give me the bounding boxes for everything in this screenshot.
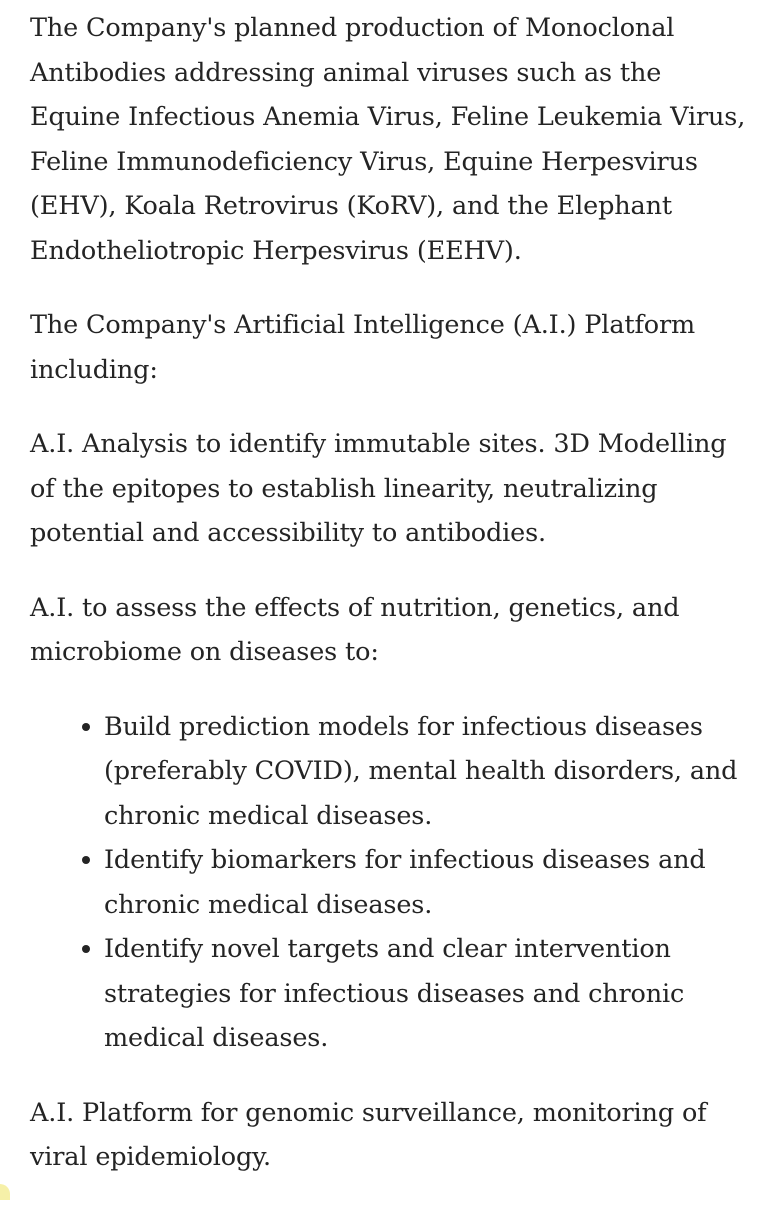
paragraph-ai-assess: A.I. to assess the effects of nutrition, genetics, and microbiome on diseases to:: [30, 592, 680, 667]
paragraph-genomic-surveillance: A.I. Platform for genomic surveillance, monitoring of viral epidemiology.: [30, 1097, 707, 1172]
paragraph-monoclonal-antibodies: The Company's planned production of Monoclonal Antibodies addressing animal viruses such as the Equine Infectious Anemia Virus, Feline Leukemia Virus, Feline Immunodeficiency Virus, Equine Herpesvirus (EHV), Koala Retrovirus (KoRV), and the Elephant Endotheliotropic Herpesvirus (EEHV).: [30, 13, 746, 266]
highlight-marker: [0, 1184, 10, 1200]
list-item: Identify biomarkers for infectious diseases and chronic medical diseases.: [104, 838, 746, 927]
article-body: [30, 6, 746, 1210]
bullet-list: [30, 705, 746, 1061]
list-item: Build prediction models for infectious diseases (preferably COVID), mental health disorders, and chronic medical diseases.: [104, 705, 746, 839]
paragraph-ai-analysis: A.I. Analysis to identify immutable sites. 3D Modelling of the epitopes to establish linearity, neutralizing potential and accessibility to antibodies.: [30, 429, 727, 548]
paragraph-ai-platform-intro: The Company's Artificial Intelligence (A.I.) Platform including:: [30, 310, 696, 385]
list-item: Identify novel targets and clear intervention strategies for infectious diseases and chronic medical diseases.: [104, 927, 746, 1061]
